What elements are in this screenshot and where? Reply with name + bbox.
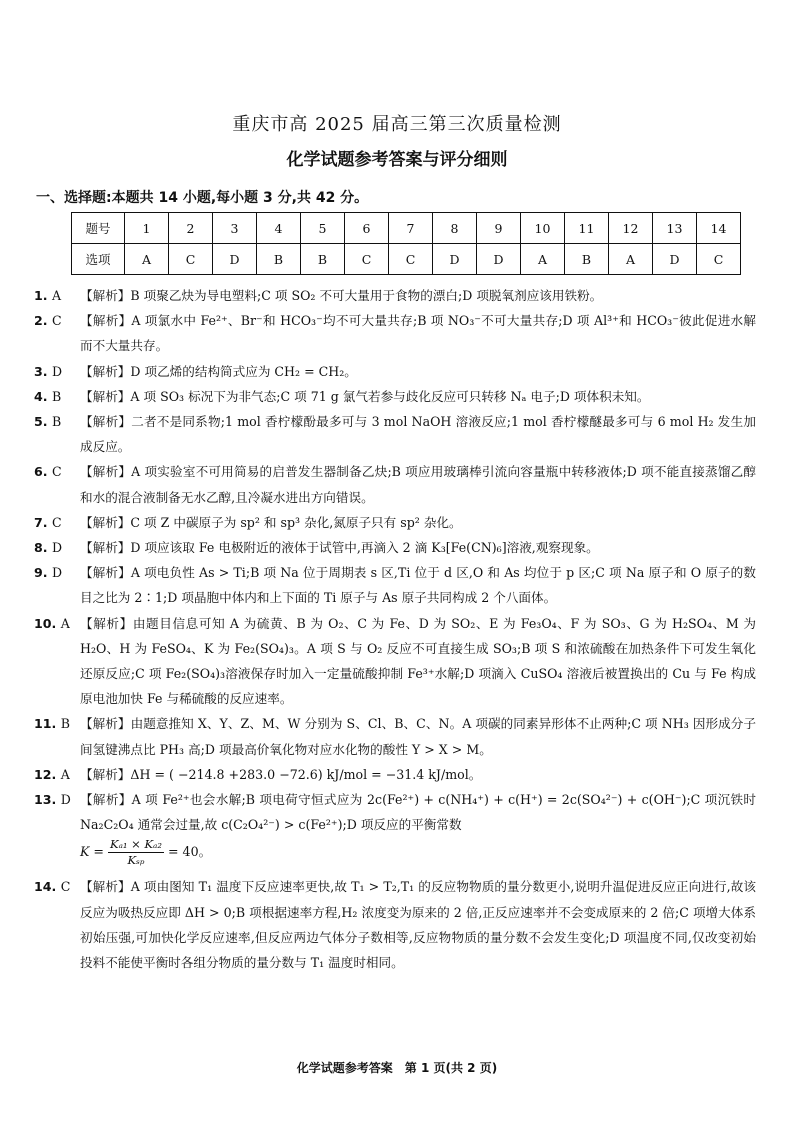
item-answer: A	[60, 766, 70, 782]
item-answer: D	[51, 540, 63, 556]
item-number	[34, 308, 80, 358]
item-index: 13.	[34, 792, 57, 808]
item-answer: B	[51, 388, 62, 404]
item-number	[34, 874, 80, 975]
item-number	[34, 283, 80, 308]
explanation-item	[34, 711, 756, 761]
question-number: 4	[257, 213, 301, 244]
item-number	[34, 459, 80, 509]
explanation-item	[34, 359, 756, 384]
item-index: 9.	[34, 565, 48, 581]
item-number	[34, 409, 80, 459]
answer-cell: C	[389, 244, 433, 275]
item-explanation: 【解析】由题意推知 X、Y、Z、M、W 分别为 S、Cl、B、C、N。A 项碳的同素异形体不止两种;C 项 NH₃ 因形成分子间氢键沸点比 PH₃ 高;D 项最高价氧化物对应水化物的酸性 Y > X > M。	[80, 716, 756, 757]
item-explanation: 【解析】A 项实验室不可用简易的启普发生器制备乙炔;B 项应用玻璃棒引流向容量瓶中转移液体;D 项不能直接蒸馏乙醇和水的混合液制备无水乙醇,且冷凝水进出方向错误。	[80, 464, 756, 505]
item-explanation: 【解析】D 项应该取 Fe 电极附近的液体于试管中,再滴入 2 滴 K₃[Fe(CN)₆]溶液,观察现象。	[80, 540, 599, 556]
question-number: 13	[653, 213, 697, 244]
item-answer: D	[51, 565, 63, 581]
item-answer: C	[51, 313, 62, 329]
item-explanation: 【解析】D 项乙烯的结构简式应为 CH₂ = CH₂。	[80, 363, 357, 379]
item-index: 14.	[34, 879, 57, 895]
item-explanation	[80, 787, 756, 868]
question-number: 9	[477, 213, 521, 244]
formula-denominator: Kₛₚ	[127, 853, 145, 868]
answer-cell: D	[433, 244, 477, 275]
item-number	[34, 384, 80, 409]
explanation-list	[34, 283, 756, 975]
item-index: 12.	[34, 766, 57, 782]
row-label-question: 题号	[72, 213, 125, 244]
item-number	[34, 711, 80, 761]
question-number: 14	[697, 213, 741, 244]
answer-cell: C	[697, 244, 741, 275]
item-index: 7.	[34, 514, 48, 530]
item-index: 1.	[34, 288, 48, 303]
equilibrium-constant-formula	[80, 837, 212, 868]
item-number	[34, 762, 80, 787]
question-number: 8	[433, 213, 477, 244]
explanation-item	[34, 308, 756, 358]
item-index: 8.	[34, 540, 48, 556]
explanation-item	[34, 874, 756, 975]
item-explanation: 【解析】ΔH = ( −214.8 +283.0 −72.6) kJ/mol = −31.4 kJ/mol。	[80, 766, 482, 782]
item-index: 6.	[34, 464, 48, 480]
explanation-item	[34, 787, 756, 868]
question-number: 10	[521, 213, 565, 244]
question-number: 7	[389, 213, 433, 244]
section-heading: 一、选择题:本题共 14 小题,每小题 3 分,共 42 分。	[36, 190, 369, 206]
question-number: 1	[125, 213, 169, 244]
answer-cell: A	[521, 244, 565, 275]
item-number	[34, 510, 80, 535]
item-index: 2.	[34, 313, 48, 329]
item-explanation: 【解析】A 项 SO₃ 标况下为非气态;C 项 71 g 氯气若参与歧化反应可只转移 Nₐ 电子;D 项体积未知。	[80, 388, 650, 404]
item-number	[34, 535, 80, 560]
formula-result: = 40。	[168, 844, 212, 860]
item-answer: B	[60, 716, 70, 732]
item-number	[34, 611, 80, 712]
item-explanation-text: 【解析】A 项 Fe²⁺也会水解;B 项电荷守恒式应为 2c(Fe²⁺) + c(NH₄⁺) + c(H⁺) = 2c(SO₄²⁻) + c(OH⁻);C 项沉铁时 Na₂C₂O₄ 通常会过量,故 c(C₂O₄²⁻) > c(Fe²⁺);D 项反应的平衡常数	[80, 792, 756, 833]
question-number: 3	[213, 213, 257, 244]
formula-numerator: Kₐ₁ × Kₐ₂	[109, 837, 162, 852]
answer-row	[72, 244, 741, 275]
answer-cell: C	[169, 244, 213, 275]
question-number: 12	[609, 213, 653, 244]
answer-cell: B	[565, 244, 609, 275]
answer-cell: A	[125, 244, 169, 275]
item-explanation: 【解析】由题目信息可知 A 为硫黄、B 为 O₂、C 为 Fe、D 为 SO₂、E 为 Fe₃O₄、F 为 SO₃、G 为 H₂SO₄、M 为 H₂O、H 为 FeSO₄、K 为 Fe₂(SO₄)₃。A 项 S 与 O₂ 反应不可直接生成 SO₃;B 项 S 和浓硫酸在加热条件下可发生氧化还原反应;C 项 Fe₂(SO₄)₃溶液保存时加入一定量硫酸抑制 Fe³⁺水解;D 项滴入 CuSO₄ 溶液后被置换出的 Cu 与 Fe 构成原电池加快 Fe 与稀硫酸的反应速率。	[80, 615, 756, 707]
item-answer: D	[60, 792, 71, 808]
item-answer: C	[51, 514, 62, 530]
item-answer: C	[60, 879, 71, 895]
question-number: 6	[345, 213, 389, 244]
item-number	[34, 787, 80, 868]
item-explanation: 【解析】C 项 Z 中碳原子为 sp² 和 sp³ 杂化,氮原子只有 sp² 杂化。	[80, 514, 462, 530]
answer-cell: B	[301, 244, 345, 275]
answer-cell: B	[257, 244, 301, 275]
item-index: 4.	[34, 388, 48, 404]
explanation-item	[34, 535, 756, 560]
explanation-item	[34, 560, 756, 610]
formula-fraction	[108, 837, 164, 868]
item-explanation: 【解析】B 项聚乙炔为导电塑料;C 项 SO₂ 不可大量用于食物的漂白;D 项脱氧剂应该用铁粉。	[80, 288, 603, 303]
question-number-row	[72, 213, 741, 244]
answer-key-subtitle: 化学试题参考答案与评分细则	[286, 150, 508, 170]
item-number	[34, 560, 80, 610]
item-index: 3.	[34, 363, 48, 379]
explanation-item	[34, 611, 756, 712]
explanation-item	[34, 459, 756, 509]
question-number: 2	[169, 213, 213, 244]
row-label-answer: 选项	[72, 244, 125, 275]
item-answer: A	[51, 288, 62, 303]
item-index: 5.	[34, 414, 48, 430]
item-answer: C	[51, 464, 62, 480]
item-number	[34, 359, 80, 384]
answer-table	[71, 212, 741, 275]
item-answer: A	[60, 615, 70, 631]
exam-title: 重庆市高 2025 届高三第三次质量检测	[232, 114, 562, 135]
explanation-item	[34, 510, 756, 535]
item-explanation: 【解析】A 项电负性 As > Ti;B 项 Na 位于周期表 s 区,Ti 位于 d 区,O 和 As 均位于 p 区;C 项 Na 原子和 O 原子的数目之比为 2∶1;D 项晶胞中体内和上下面的 Ti 原子与 As 原子共同构成 2 个八面体。	[80, 565, 756, 606]
formula-lhs: K =	[80, 844, 104, 860]
question-number: 11	[565, 213, 609, 244]
page-footer: 化学试题参考答案 第 1 页(共 2 页)	[296, 1061, 498, 1075]
item-answer: B	[51, 414, 62, 430]
explanation-item	[34, 384, 756, 409]
answer-cell: D	[213, 244, 257, 275]
answer-cell: C	[345, 244, 389, 275]
answer-cell: A	[609, 244, 653, 275]
item-answer: D	[51, 363, 63, 379]
item-index: 11.	[34, 716, 57, 732]
item-explanation: 【解析】A 项由图知 T₁ 温度下反应速率更快,故 T₁ > T₂,T₁ 的反应物物质的量分数更小,说明升温促进反应正向进行,故该反应为吸热反应即 ΔH > 0;B 项根据速率方程,H₂ 浓度变为原来的 2 倍,正反应速率并不会变成原来的 2 倍;C 项增大体系初始压强,可加快化学反应速率,但反应两边气体分子数相等,反应物物质的量分数不会发生变化;D 项温度不同,仅改变初始投料不能使平衡时各组分物质的量分数与 T₁ 温度时相同。	[80, 879, 756, 971]
answer-cell: D	[653, 244, 697, 275]
explanation-item	[34, 283, 756, 308]
item-index: 10.	[34, 615, 57, 631]
question-number: 5	[301, 213, 345, 244]
explanation-item	[34, 762, 756, 787]
answer-cell: D	[477, 244, 521, 275]
item-explanation: 【解析】二者不是同系物;1 mol 香柠檬酚最多可与 3 mol NaOH 溶液反应;1 mol 香柠檬醚最多可与 6 mol H₂ 发生加成反应。	[80, 414, 756, 455]
explanation-item	[34, 409, 756, 459]
item-explanation: 【解析】A 项氯水中 Fe²⁺、Br⁻和 HCO₃⁻均不可大量共存;B 项 NO₃⁻不可大量共存;D 项 Al³⁺和 HCO₃⁻彼此促进水解而不大量共存。	[80, 313, 756, 354]
